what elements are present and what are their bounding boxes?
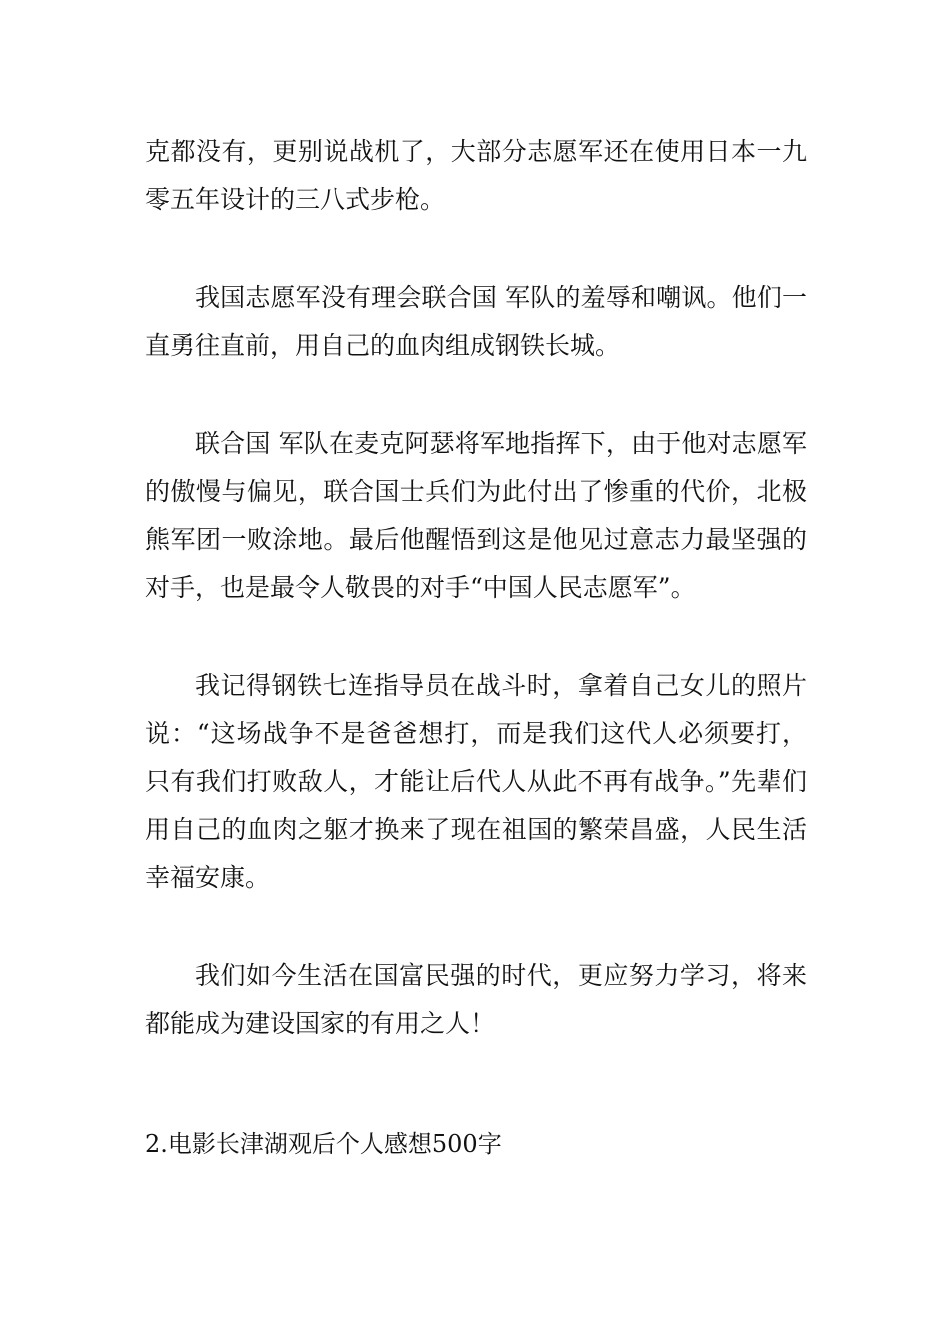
paragraph: 我们如今生活在国富民强的时代，更应努力学习，将来都能成为建设国家的有用之人！ xyxy=(145,961,807,1038)
paragraph: 联合国 军队在麦克阿瑟将军地指挥下，由于他对志愿军的傲慢与偏见，联合国士兵们为此付出了惨重的代价，北极熊军团一败涂地。最后他醒悟到这是他见过意志力最坚强的对手，也是最令人敬畏的对手“中国人民志愿军”。 xyxy=(145,429,807,602)
section-heading: 2.电影长津湖观后个人感想500字 xyxy=(145,1130,502,1158)
document-body xyxy=(145,128,807,1158)
paragraph: 我记得钢铁七连指导员在战斗时，拿着自己女儿的照片说：“这场战争不是爸爸想打，而是我们这代人必须要打，只有我们打败敌人，才能让后代人从此不再有战争。”先辈们用自己的血肉之躯才换来了现在祖国的繁荣昌盛，人民生活幸福安康。 xyxy=(145,671,807,892)
paragraph: 我国志愿军没有理会联合国 军队的羞辱和嘲讽。他们一直勇往直前，用自己的血肉组成钢铁长城。 xyxy=(145,283,807,360)
paragraph-continuation: 克都没有，更别说战机了，大部分志愿军还在使用日本一九零五年设计的三八式步枪。 xyxy=(145,137,807,214)
